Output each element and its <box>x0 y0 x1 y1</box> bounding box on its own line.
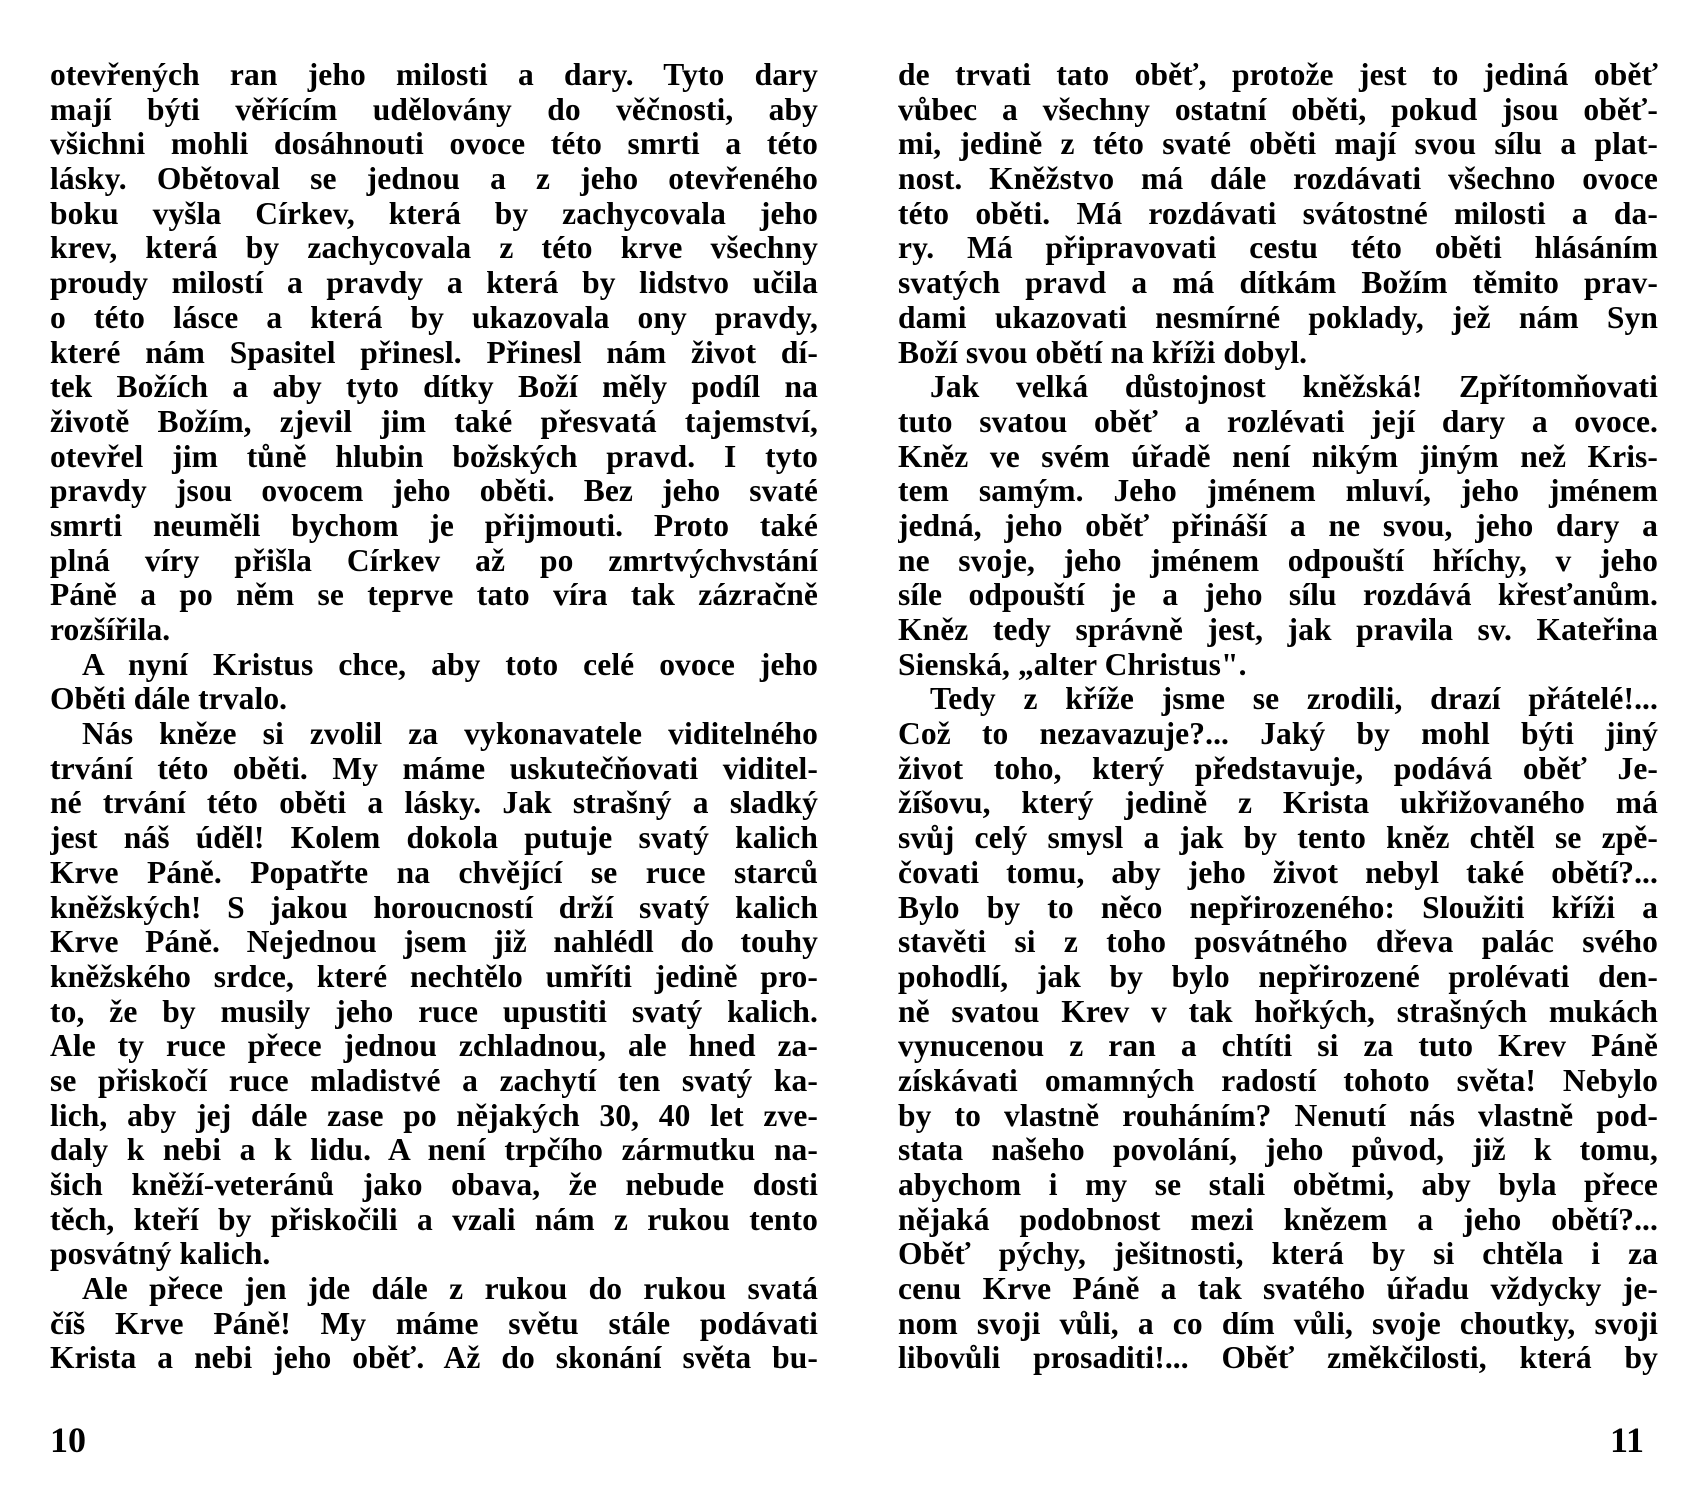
text-line: Oběti dále trvalo. <box>50 682 288 717</box>
text-line: které nám Spasitel přinesl. Přinesl nám život dí- <box>50 335 818 370</box>
text-line: Krista a nebi jeho oběť. Až do skonání světa bu- <box>50 1341 818 1376</box>
text-line: Ale ty ruce přece jednou zchladnou, ale hned za- <box>50 1029 818 1064</box>
text-line: Krve Páně. Popatřte na chvějící se ruce starců <box>50 855 818 890</box>
text-line: tek Božích a aby tyto dítky Boží měly podíl na <box>50 370 818 405</box>
text-line: Nás kněze si zvolil za vykonavatele viditelného <box>82 717 818 752</box>
text-line: jest náš úděl! Kolem dokola putuje svatý kalich <box>50 821 818 856</box>
text-line: dami ukazovati nesmírné poklady, jež nám Syn <box>898 300 1658 335</box>
left-page <box>50 58 818 1438</box>
text-line: kněžských! S jakou horoucností drží svatý kalich <box>50 890 818 925</box>
text-line: daly k nebi a k lidu. A není trpčího zármutku na- <box>50 1133 818 1168</box>
text-line: krev, která by zachycovala z této krve všechny <box>50 231 818 266</box>
text-line: lich, aby jej dále zase po nějakých 30, 40 let zve- <box>50 1098 818 1133</box>
text-line: smrti neuměli bychom je přijmouti. Proto také <box>50 508 818 543</box>
text-line: ry. Má připravovati cestu této oběti hlásáním <box>898 231 1658 266</box>
text-line: nom svoji vůli, a co dím vůli, svoje choutky, svoji <box>898 1306 1658 1341</box>
page-number-right: 11 <box>1610 1420 1645 1460</box>
text-line: životě Božím, zjevil jim také přesvatá tajemství, <box>50 404 818 439</box>
text-line: Což to nezavazuje?... Jaký by mohl býti jiný <box>898 717 1658 752</box>
text-line: rozšířila. <box>50 613 171 647</box>
text-line: čovati tomu, aby jeho život nebyl také obětí?... <box>898 855 1658 890</box>
text-line: by to vlastně rouháním? Nenutí nás vlastně pod- <box>898 1098 1658 1133</box>
text-line: Kněz tedy správně jest, jak pravila sv. Kateřina <box>898 613 1658 647</box>
text-line: vůbec a všechny ostatní oběti, pokud jsou oběť- <box>898 92 1658 127</box>
text-line: pohodlí, jak by bylo nepřirozené prolévati den- <box>898 959 1658 994</box>
text-line: né trvání této oběti a lásky. Jak strašný a sladký <box>50 786 818 821</box>
text-line: nost. Kněžstvo má dále rozdávati všechno ovoce <box>898 162 1658 197</box>
text-line: Kněz ve svém úřadě není nikým jiným než Kris- <box>898 439 1658 474</box>
text-line: Ale přece jen jde dále z rukou do rukou svatá <box>82 1272 818 1307</box>
text-line: svůj celý smysl a jak by tento kněz chtěl se zpě- <box>898 821 1658 856</box>
text-line: cenu Krve Páně a tak svatého úřadu vždycky je- <box>898 1272 1658 1307</box>
text-line: šich kněží-veteránů jako obava, že nebude dosti <box>50 1168 818 1202</box>
text-line: všichni mohli dosáhnouti ovoce této smrti a této <box>50 127 818 162</box>
text-line: kněžského srdce, které nechtělo umříti jedině pro- <box>50 959 818 994</box>
text-line: stavěti si z toho posvátného dřeva palác svého <box>898 925 1658 960</box>
text-line: boku vyšla Církev, která by zachycovala jeho <box>50 196 818 231</box>
text-line: nějaká podobnost mezi knězem a jeho obětí?... <box>898 1202 1658 1237</box>
text-line: stata našeho povolání, jeho původ, již k tomu, <box>898 1133 1658 1168</box>
text-line: žíšovu, který jedině z Krista ukřižovaného má <box>898 786 1658 821</box>
text-line: libovůli prosaditi!... Oběť změkčilosti, která by <box>898 1341 1658 1376</box>
right-page <box>898 58 1658 1438</box>
text-line: získávati omamných radostí tohoto světa! Nebylo <box>898 1063 1658 1098</box>
text-line: mi, jedině z této svaté oběti mají svou sílu a plat- <box>898 127 1658 162</box>
text-line: to, že by musily jeho ruce upustiti svatý kalich. <box>50 994 818 1029</box>
left-page-text <box>50 58 818 1376</box>
text-line: tuto svatou oběť a rozlévati její dary a ovoce. <box>898 404 1658 439</box>
text-line: Krve Páně. Nejednou jsem již nahlédl do touhy <box>50 925 818 960</box>
text-line: plná víry přišla Církev až po zmrtvýchvstání <box>50 543 818 578</box>
text-line: de trvati tato oběť, protože jest to jediná oběť <box>898 58 1658 92</box>
text-line: ně svatou Krev v tak hořkých, strašných mukách <box>898 994 1658 1029</box>
text-line: trvání této oběti. My máme uskutečňovati viditel- <box>50 751 818 786</box>
text-line: abychom i my se stali obětmi, aby byla přece <box>898 1168 1658 1202</box>
text-line: tem samým. Jeho jménem mluví, jeho jménem <box>898 474 1658 509</box>
text-line: proudy milostí a pravdy a která by lidstvo učila <box>50 266 818 301</box>
page-number-left: 10 <box>50 1420 86 1460</box>
text-line: pravdy jsou ovocem jeho oběti. Bez jeho svaté <box>50 474 818 509</box>
text-line: Boží svou obětí na kříži dobyl. <box>898 335 1308 370</box>
text-line: otevřených ran jeho milosti a dary. Tyto dary <box>50 58 818 92</box>
text-line: A nyní Kristus chce, aby toto celé ovoce jeho <box>82 647 818 682</box>
text-line: otevřel jim tůně hlubin božských pravd. I tyto <box>50 439 818 474</box>
text-line: této oběti. Má rozdávati svátostné milosti a da- <box>898 196 1658 231</box>
text-line: síle odpouští je a jeho sílu rozdává křesťanům. <box>898 578 1658 613</box>
text-line: se přiskočí ruce mladistvé a zachytí ten svatý ka- <box>50 1063 818 1098</box>
text-line: lásky. Obětoval se jednou a z jeho otevřeného <box>50 162 818 197</box>
text-line: Oběť pýchy, ješitnosti, která by si chtěla i za <box>898 1237 1658 1272</box>
text-line: číš Krve Páně! My máme světu stále podávati <box>50 1306 818 1341</box>
text-line: těch, kteří by přiskočili a vzali nám z rukou tento <box>50 1202 818 1237</box>
text-line: jedná, jeho oběť přináší a ne svou, jeho dary a <box>898 508 1658 543</box>
text-line: život toho, který představuje, podává oběť Je- <box>898 751 1658 786</box>
text-line: Jak velká důstojnost kněžská! Zpřítomňovati <box>930 370 1658 405</box>
text-line: svatých pravd a má dítkám Božím těmito prav- <box>898 266 1658 301</box>
text-line: posvátný kalich. <box>50 1237 271 1272</box>
text-line: mají býti věřícím udělovány do věčnosti, aby <box>50 92 818 127</box>
text-line: ne svoje, jeho jménem odpouští hříchy, v jeho <box>898 543 1658 578</box>
text-line: Bylo by to něco nepřirozeného: Sloužiti kříži a <box>898 890 1658 925</box>
text-line: vynucenou z ran a chtíti si za tuto Krev Páně <box>898 1029 1658 1064</box>
text-line: o této lásce a která by ukazovala ony pravdy, <box>50 300 818 335</box>
text-line: Tedy z kříže jsme se zrodili, drazí přátelé!... <box>930 682 1658 717</box>
right-page-text <box>898 58 1658 1376</box>
text-line: Páně a po něm se teprve tato víra tak zázračně <box>50 578 818 613</box>
text-line: Sienská, „alter Christus". <box>898 647 1247 682</box>
